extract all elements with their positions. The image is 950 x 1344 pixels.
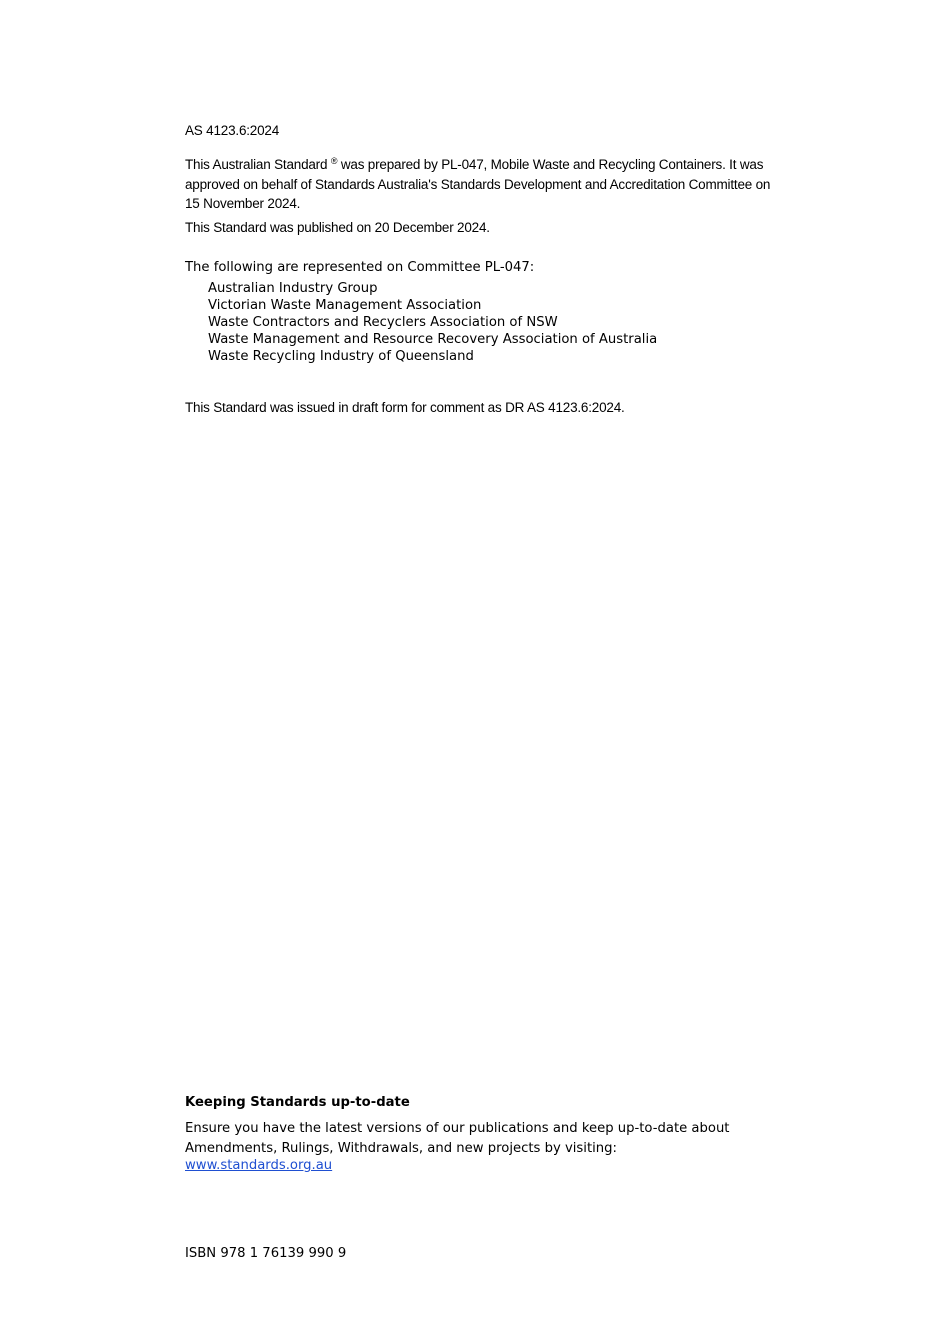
preparation-statement: [185, 155, 785, 214]
committee-member: Victorian Waste Management Association: [208, 298, 482, 313]
committee-member: Waste Management and Resource Recovery Association of Australia: [208, 332, 658, 347]
publication-date-statement: This Standard was published on 20 December 2024.: [185, 220, 490, 235]
keeping-up-to-date-heading: Keeping Standards up-to-date: [185, 1095, 410, 1110]
draft-note: This Standard was issued in draft form for comment as DR AS 4123.6:2024.: [185, 400, 625, 415]
committee-member: Australian Industry Group: [208, 281, 378, 296]
standards-website-link[interactable]: www.standards.org.au: [185, 1158, 333, 1173]
committee-intro: The following are represented on Committee PL-047:: [185, 260, 535, 275]
preparation-text-start: This Australian Standard: [185, 157, 331, 172]
committee-member-list: [208, 280, 657, 365]
keeping-up-to-date-text: Ensure you have the latest versions of our publications and keep up-to-date about Amendments, Rulings, Withdrawals, and new projects by visiting:: [185, 1121, 730, 1156]
preparation-text-end: was prepared by PL-047, Mobile Waste and Recycling Containers. It was approved on behalf of Standards Australia's Standards Development and Accreditation Committee on 15 November 2024.: [185, 157, 771, 211]
committee-member: Waste Contractors and Recyclers Association of NSW: [208, 315, 558, 330]
document-designation: AS 4123.6:2024: [185, 123, 280, 138]
registered-mark: ®: [330, 156, 338, 166]
committee-member: Waste Recycling Industry of Queensland: [208, 349, 474, 364]
isbn-number: ISBN 978 1 76139 990 9: [185, 1246, 347, 1261]
